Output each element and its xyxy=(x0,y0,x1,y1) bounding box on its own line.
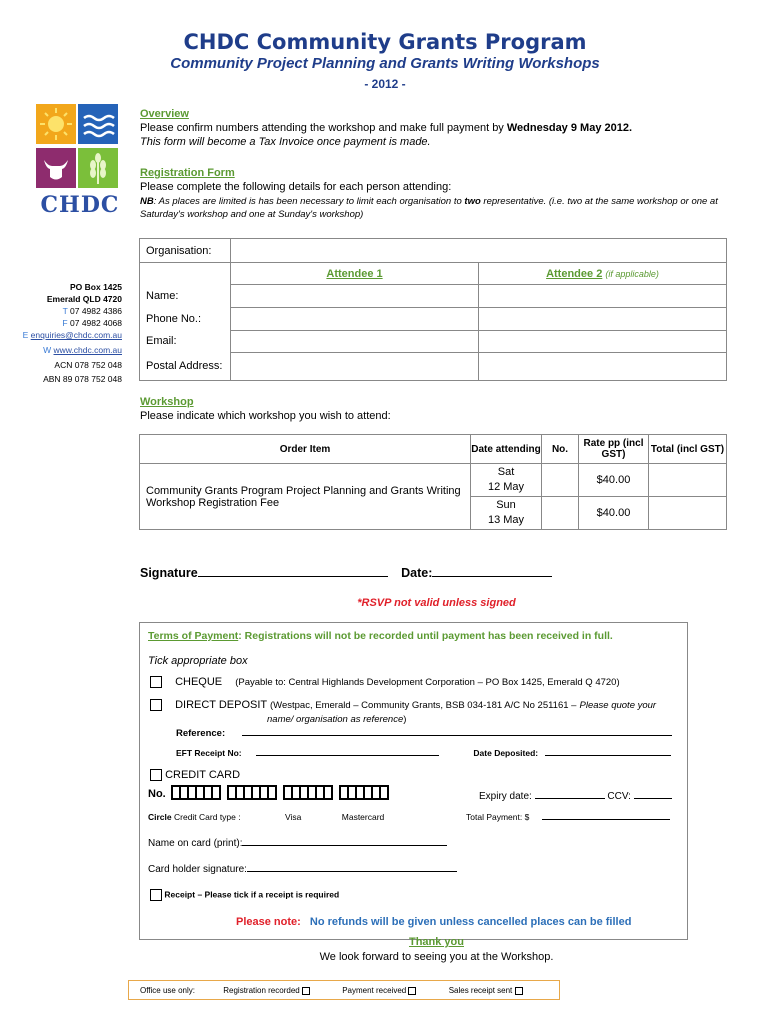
look-forward: We look forward to seeing you at the Workshop. xyxy=(319,951,554,963)
order-item-description: Community Grants Program Project Planning and Grants Writing Workshop Registration Fee xyxy=(140,464,471,530)
date-sat: Sat 12 May xyxy=(471,464,542,497)
page-title: CHDC Community Grants Program xyxy=(183,30,587,54)
organisation-label: Organisation: xyxy=(140,239,231,263)
registration-section xyxy=(140,167,740,221)
email-link[interactable]: enquiries@chdc.com.au xyxy=(30,330,122,340)
name-label: Name: xyxy=(146,290,179,302)
name-on-card-row xyxy=(148,838,447,849)
quote-reference: Please quote your xyxy=(579,700,657,711)
eft-label: EFT Receipt No: xyxy=(176,748,242,758)
date-input[interactable] xyxy=(432,576,552,577)
holder-signature-label: Card holder signature: xyxy=(148,864,247,875)
direct-deposit-checkbox[interactable] xyxy=(150,699,162,711)
cheque-label: CHEQUE xyxy=(175,676,223,688)
attendee-2-phone-input[interactable] xyxy=(479,308,727,330)
registration-instruction: Please complete the following details for each person attending: xyxy=(140,181,452,193)
reference-label: Reference: xyxy=(176,728,226,739)
reference-input[interactable] xyxy=(242,735,672,736)
po-box: PO Box 1425 xyxy=(70,282,122,292)
name-on-card-input[interactable] xyxy=(242,845,447,846)
phone: 07 4982 4386 xyxy=(70,306,122,316)
card-number-row: No. xyxy=(148,785,395,803)
logo-text: CHDC xyxy=(40,192,120,218)
receipt-sent-checkbox[interactable] xyxy=(515,987,523,995)
holder-signature-row xyxy=(148,864,457,875)
card-number-boxes[interactable] xyxy=(171,785,395,803)
person-labels xyxy=(140,263,231,381)
card-type-label: Credit Card type : xyxy=(174,812,241,822)
attendee-1-header: Attendee 1 xyxy=(231,263,479,285)
date-deposited-input[interactable] xyxy=(545,755,671,756)
attendee-2-header: Attendee 2 (if applicable) xyxy=(479,263,727,285)
nb-note: NB: As places are limited is has been necessary to limit each organisation to two representative. (i.e. two at the same workshop or one at Saturday's workshop and one at Sunday's workshop) xyxy=(140,196,718,220)
contact-block xyxy=(0,281,122,385)
rate-sun: $40.00 xyxy=(579,497,649,530)
registration-recorded-label: Registration recorded xyxy=(223,986,300,995)
direct-deposit-note: (Westpac, Emerald – Community Grants, BSB 034-181 A/C No 251161 – xyxy=(270,700,577,711)
eft-input[interactable] xyxy=(256,755,439,756)
tax-invoice-note: This form will become a Tax Invoice once payment is made. xyxy=(140,136,431,148)
receipt-checkbox[interactable] xyxy=(150,889,162,901)
attendee-2-name-input[interactable] xyxy=(479,285,727,308)
credit-card-checkbox[interactable] xyxy=(150,769,162,781)
mastercard-option[interactable]: Mastercard xyxy=(341,812,385,822)
workshop-instruction: Please indicate which workshop you wish to attend: xyxy=(140,410,391,422)
thank-you: Thank you xyxy=(408,936,464,948)
qty-sun-input[interactable] xyxy=(542,497,579,530)
overview-section xyxy=(140,108,740,148)
expiry-input[interactable] xyxy=(535,798,605,799)
total-payment-label: Total Payment: $ xyxy=(466,812,530,822)
registration-heading: Registration Form xyxy=(140,167,235,179)
date-label: Date: xyxy=(401,566,433,580)
web-link[interactable]: www.chdc.com.au xyxy=(53,345,122,355)
date-deposited-label: Date Deposited: xyxy=(473,748,539,758)
email-label: Email: xyxy=(146,335,177,347)
name-on-card-label: Name on card (print): xyxy=(148,838,243,849)
workshop-heading: Workshop xyxy=(140,396,194,408)
postal-label: Postal Address: xyxy=(146,360,223,372)
refund-note: Please note: No refunds will be given unless cancelled places can be filled xyxy=(236,916,632,928)
total-header: Total (incl GST) xyxy=(649,435,727,464)
web-prefix: W xyxy=(43,345,52,355)
eft-row xyxy=(176,748,671,758)
receipt-sent-label: Sales receipt sent xyxy=(448,986,513,995)
date-sun: Sun 13 May xyxy=(471,497,542,530)
organisation-input[interactable] xyxy=(231,239,727,263)
card-no-label: No xyxy=(148,787,163,800)
rate-header: Rate pp (incl GST) xyxy=(579,435,649,464)
attendee-2-postal-input[interactable] xyxy=(479,352,727,380)
fax: 07 4982 4068 xyxy=(70,318,122,328)
attendee-2-email-input[interactable] xyxy=(479,330,727,352)
total-payment-row xyxy=(466,812,670,822)
office-use-box xyxy=(128,980,560,1000)
receipt-option xyxy=(150,889,339,901)
holder-signature-input[interactable] xyxy=(247,871,457,872)
deadline: Wednesday 9 May 2012. xyxy=(506,122,633,134)
ccv-input[interactable] xyxy=(634,798,672,799)
attendee-1-name-input[interactable] xyxy=(231,285,479,308)
no-header: No. xyxy=(542,435,579,464)
order-table xyxy=(139,434,727,530)
cheque-option xyxy=(150,676,620,688)
direct-deposit-note-2: name/ organisation as reference) xyxy=(267,714,407,725)
page-year: - 2012 - xyxy=(364,77,406,91)
total-payment-input[interactable] xyxy=(542,819,670,820)
qty-sat-input[interactable] xyxy=(542,464,579,497)
total-sun-input[interactable] xyxy=(649,497,727,530)
direct-deposit-label: DIRECT DEPOSIT xyxy=(175,699,267,711)
page-subtitle: Community Project Planning and Grants Writing Workshops xyxy=(170,55,600,72)
order-item-header: Order Item xyxy=(140,435,471,464)
date-header: Date attending xyxy=(471,435,542,464)
signature-input[interactable] xyxy=(198,576,388,577)
acn: ACN 078 752 048 xyxy=(54,360,122,370)
attendee-1-email-input[interactable] xyxy=(231,330,479,352)
abn: ABN 89 078 752 048 xyxy=(43,374,122,384)
receipt-label: Receipt – Please tick if a receipt is required xyxy=(164,889,340,900)
tick-instruction: Tick appropriate box xyxy=(148,655,248,667)
payment-received-label: Payment received xyxy=(342,986,407,995)
email-prefix: E xyxy=(22,330,29,340)
attendee-1-postal-input[interactable] xyxy=(231,352,479,380)
phone-prefix: T xyxy=(62,306,68,316)
chdc-logo xyxy=(34,104,126,216)
total-sat-input[interactable] xyxy=(649,464,727,497)
expiry-label: Expiry date: xyxy=(479,791,532,802)
registration-table xyxy=(139,238,727,381)
credit-card-option xyxy=(150,769,240,781)
phone-label: Phone No.: xyxy=(146,313,202,325)
expiry-row xyxy=(479,791,672,802)
card-type-row xyxy=(148,812,384,822)
payment-received-checkbox[interactable] xyxy=(408,987,416,995)
cheque-note: (Payable to: Central Highlands Development Corporation – PO Box 1425, Emerald Q 4720) xyxy=(235,677,620,688)
wheat-icon xyxy=(78,148,118,188)
city: Emerald QLD 4720 xyxy=(46,294,122,304)
bull-icon xyxy=(36,148,76,188)
signature-line xyxy=(140,566,552,580)
direct-deposit-option xyxy=(150,699,656,711)
signature-label: Signature xyxy=(140,566,198,580)
registration-recorded-checkbox[interactable] xyxy=(302,987,310,995)
ccv-label: CCV: xyxy=(607,791,631,802)
attendee-1-phone-input[interactable] xyxy=(231,308,479,330)
office-use-label: Office use only: xyxy=(140,986,195,995)
overview-text: Please confirm numbers attending the workshop and make full payment by xyxy=(140,122,504,134)
water-icon xyxy=(78,104,118,144)
credit-card-label: CREDIT CARD xyxy=(165,769,241,781)
terms-of-payment: Terms of Payment: Registrations will not be recorded until payment has been received in full. xyxy=(148,630,613,642)
rsvp-note: *RSVP not valid unless signed xyxy=(357,597,516,609)
workshop-section xyxy=(140,396,740,422)
visa-option[interactable]: Visa xyxy=(285,812,302,822)
rate-sat: $40.00 xyxy=(579,464,649,497)
fax-prefix: F xyxy=(62,318,68,328)
reference-row xyxy=(176,728,672,739)
overview-heading: Overview xyxy=(140,108,189,120)
cheque-checkbox[interactable] xyxy=(150,676,162,688)
circle-label: Circle xyxy=(148,812,172,822)
sun-icon xyxy=(36,104,76,144)
